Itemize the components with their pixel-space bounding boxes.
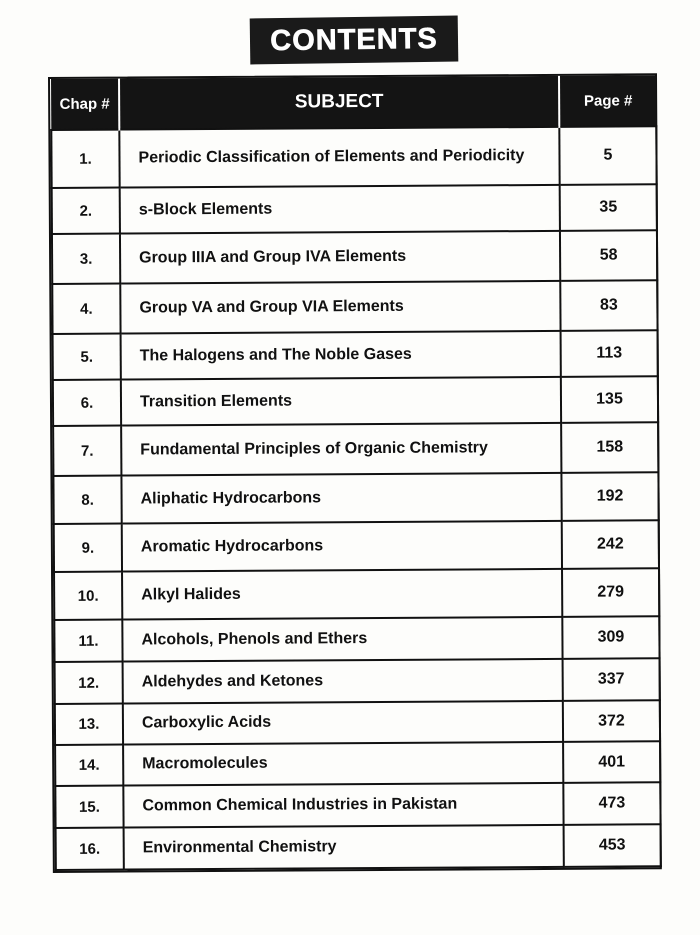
page-number: 242 bbox=[562, 520, 659, 569]
page-number: 401 bbox=[563, 741, 660, 783]
table-row bbox=[55, 658, 660, 704]
chapter-number: 2. bbox=[52, 188, 120, 234]
column-header-chap: Chap # bbox=[51, 79, 119, 130]
column-header-subject: SUBJECT bbox=[119, 76, 559, 130]
chapter-number: 5. bbox=[53, 334, 121, 380]
table-row bbox=[54, 520, 659, 572]
chapter-subject: Aliphatic Hydrocarbons bbox=[121, 473, 561, 524]
page-number: 372 bbox=[563, 700, 660, 742]
page-number: 83 bbox=[560, 280, 657, 331]
chapter-number: 1. bbox=[51, 130, 119, 188]
column-header-page: Page # bbox=[559, 75, 656, 127]
chapter-number: 11. bbox=[54, 620, 122, 662]
page-number: 113 bbox=[561, 330, 658, 377]
table-row bbox=[55, 700, 660, 745]
chapter-subject: Fundamental Principles of Organic Chemistry bbox=[121, 423, 561, 476]
chapter-subject: Group IIIA and Group IVA Elements bbox=[120, 231, 560, 284]
chapter-number: 6. bbox=[53, 380, 121, 426]
chapter-number: 4. bbox=[52, 284, 120, 334]
table-row bbox=[52, 230, 657, 284]
chapter-subject: Macromolecules bbox=[123, 742, 563, 786]
page-number: 279 bbox=[562, 568, 659, 617]
chapter-subject: Aromatic Hydrocarbons bbox=[122, 521, 562, 572]
table-header-row bbox=[51, 75, 656, 130]
chapter-subject: Environmental Chemistry bbox=[124, 825, 564, 870]
chapter-number: 12. bbox=[55, 662, 123, 704]
chapter-subject: s-Block Elements bbox=[120, 185, 560, 234]
page-number: 337 bbox=[563, 658, 660, 701]
page-number: 5 bbox=[559, 126, 656, 185]
table-row bbox=[53, 330, 658, 380]
contents-table bbox=[50, 75, 662, 871]
page-number: 309 bbox=[562, 616, 659, 659]
chapter-number: 15. bbox=[55, 786, 123, 828]
page-number: 158 bbox=[561, 422, 658, 473]
page-number: 135 bbox=[561, 376, 658, 423]
chapter-subject: Periodic Classification of Elements and Periodicity bbox=[119, 127, 559, 188]
chapter-number: 14. bbox=[55, 745, 123, 786]
title-banner bbox=[250, 16, 459, 65]
page-number: 35 bbox=[560, 184, 657, 231]
table-row bbox=[55, 782, 660, 828]
chapter-number: 3. bbox=[52, 234, 120, 284]
contents-table-frame bbox=[48, 73, 662, 873]
chapter-subject: Aldehydes and Ketones bbox=[123, 659, 563, 704]
page-number: 192 bbox=[561, 472, 658, 521]
page-number: 453 bbox=[564, 824, 661, 867]
table-row bbox=[53, 472, 658, 524]
table-row bbox=[54, 616, 659, 662]
chapter-subject: The Halogens and The Noble Gases bbox=[121, 331, 561, 380]
table-row bbox=[52, 280, 657, 334]
chapter-subject: Group VA and Group VIA Elements bbox=[120, 281, 560, 334]
chapter-number: 16. bbox=[56, 828, 124, 870]
chapter-number: 8. bbox=[53, 476, 121, 524]
chapter-subject: Transition Elements bbox=[121, 377, 561, 426]
chapter-number: 9. bbox=[54, 524, 122, 572]
chapter-subject: Alkyl Halides bbox=[122, 569, 562, 620]
chapter-number: 13. bbox=[55, 704, 123, 745]
table-row bbox=[54, 568, 659, 620]
page-number: 58 bbox=[560, 230, 657, 281]
table-row bbox=[51, 126, 656, 188]
chapter-number: 7. bbox=[53, 426, 121, 476]
chapter-number: 10. bbox=[54, 572, 122, 620]
table-row bbox=[53, 422, 658, 476]
page-number: 473 bbox=[563, 782, 660, 825]
table-row bbox=[56, 824, 661, 870]
page-title: CONTENTS bbox=[270, 22, 438, 57]
chapter-subject: Common Chemical Industries in Pakistan bbox=[123, 783, 563, 828]
table-row bbox=[55, 741, 660, 786]
chapter-subject: Carboxylic Acids bbox=[123, 701, 563, 745]
table-row bbox=[52, 184, 657, 234]
chapter-subject: Alcohols, Phenols and Ethers bbox=[122, 617, 562, 662]
table-row bbox=[53, 376, 658, 426]
